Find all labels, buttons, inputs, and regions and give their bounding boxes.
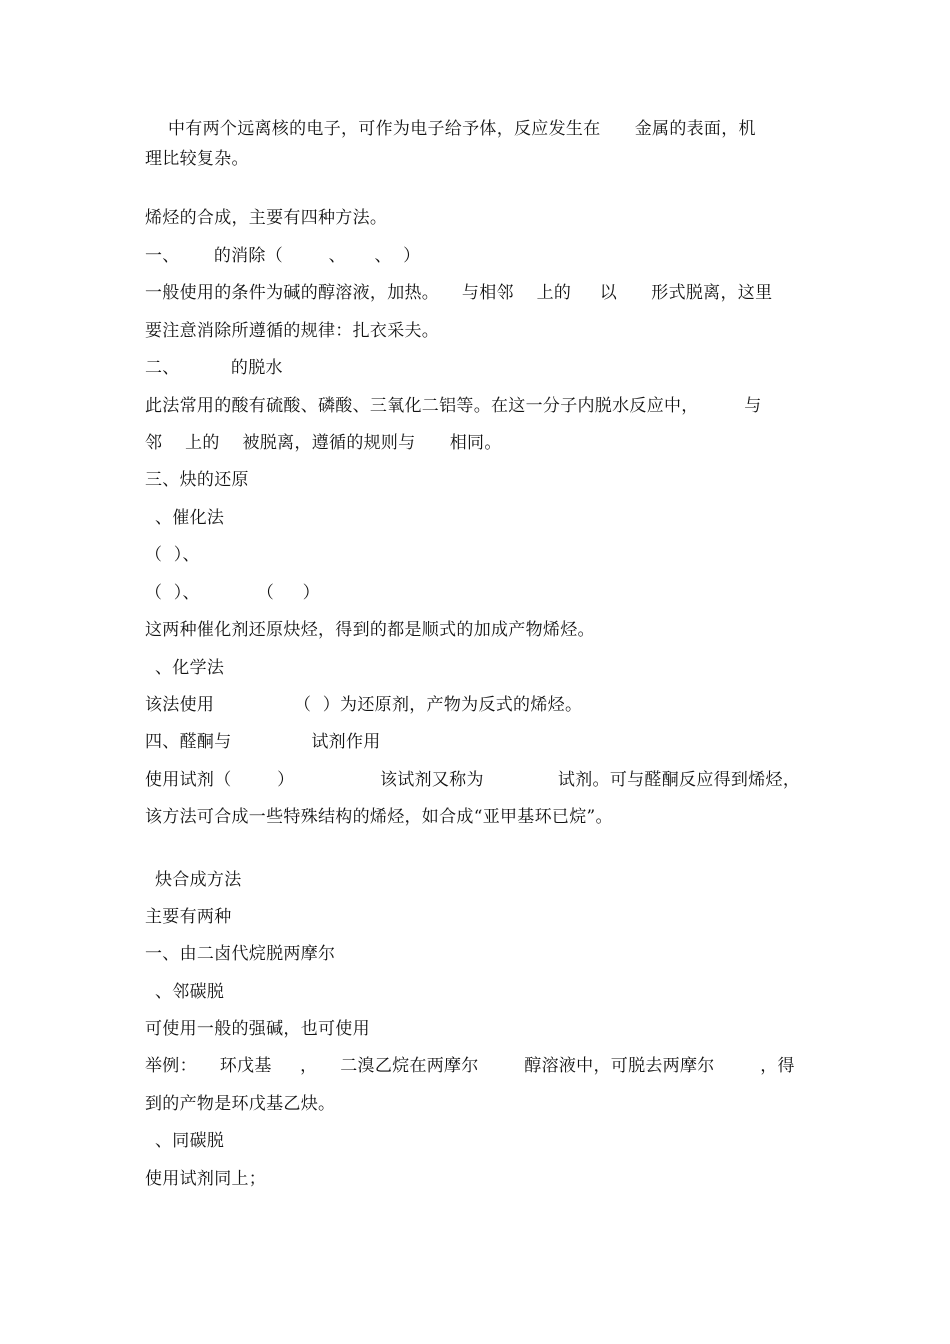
paragraph-line: 该方法可合成一些特殊结构的烯烃，如合成“亚甲基环已烷”。 (145, 807, 613, 827)
subsection-heading: 一、 的消除（ 、 、 ） (145, 246, 421, 266)
paragraph-line: 使用试剂同上； (145, 1169, 267, 1189)
list-item: （ ）、 (145, 545, 200, 565)
paragraph-line: 主要有两种 (145, 907, 232, 927)
section-heading: 烯烃的合成，主要有四种方法。 (145, 208, 388, 228)
subsection-heading: 一、由二卤代烷脱两摩尔 (145, 944, 336, 964)
list-item: 、化学法 (155, 658, 225, 678)
paragraph-line: 一般使用的条件为碱的醇溶液，加热。 与相邻 上的 以 形式脱离，这里 (145, 283, 773, 303)
paragraph-line: 中有两个远离核的电子，可作为电子给予体，反应发生在 金属的表面，机 (168, 119, 756, 139)
list-item: （ ）、 （ ） (145, 583, 320, 603)
paragraph-line: 到的产物是环戊基乙炔。 (145, 1094, 336, 1114)
subsection-heading: 三、炔的还原 (145, 470, 249, 490)
paragraph-line: 邻 上的 被脱离，遵循的规则与 相同。 (145, 433, 502, 453)
list-item: 、邻碳脱 (155, 982, 225, 1002)
paragraph-line: 理比较复杂。 (145, 149, 249, 169)
paragraph-line: 该法使用 （ ）为还原剂，产物为反式的烯烃。 (145, 695, 583, 715)
paragraph-line: 此法常用的酸有硫酸、磷酸、三氧化二铝等。在这一分子内脱水反应中， 与 (145, 396, 762, 416)
paragraph-line: 要注意消除所遵循的规律：扎衣采夫。 (145, 321, 440, 341)
subsection-heading: 二、 的脱水 (145, 358, 283, 378)
list-item: 、同碳脱 (155, 1131, 225, 1151)
paragraph-line: 举例： 环戊基 ， 二溴乙烷在两摩尔 醇溶液中，可脱去两摩尔 ，得 (145, 1056, 795, 1076)
paragraph-line: 可使用一般的强碱，也可使用 (145, 1019, 370, 1039)
paragraph-line: 这两种催化剂还原炔烃，得到的都是顺式的加成产物烯烃。 (145, 620, 595, 640)
subsection-heading: 四、醛酮与 试剂作用 (145, 732, 381, 752)
section-heading: 炔合成方法 (155, 870, 242, 890)
list-item: 、催化法 (155, 508, 225, 528)
paragraph-line: 使用试剂（ ） 该试剂又称为 试剂。可与醛酮反应得到烯烃， (145, 770, 801, 790)
